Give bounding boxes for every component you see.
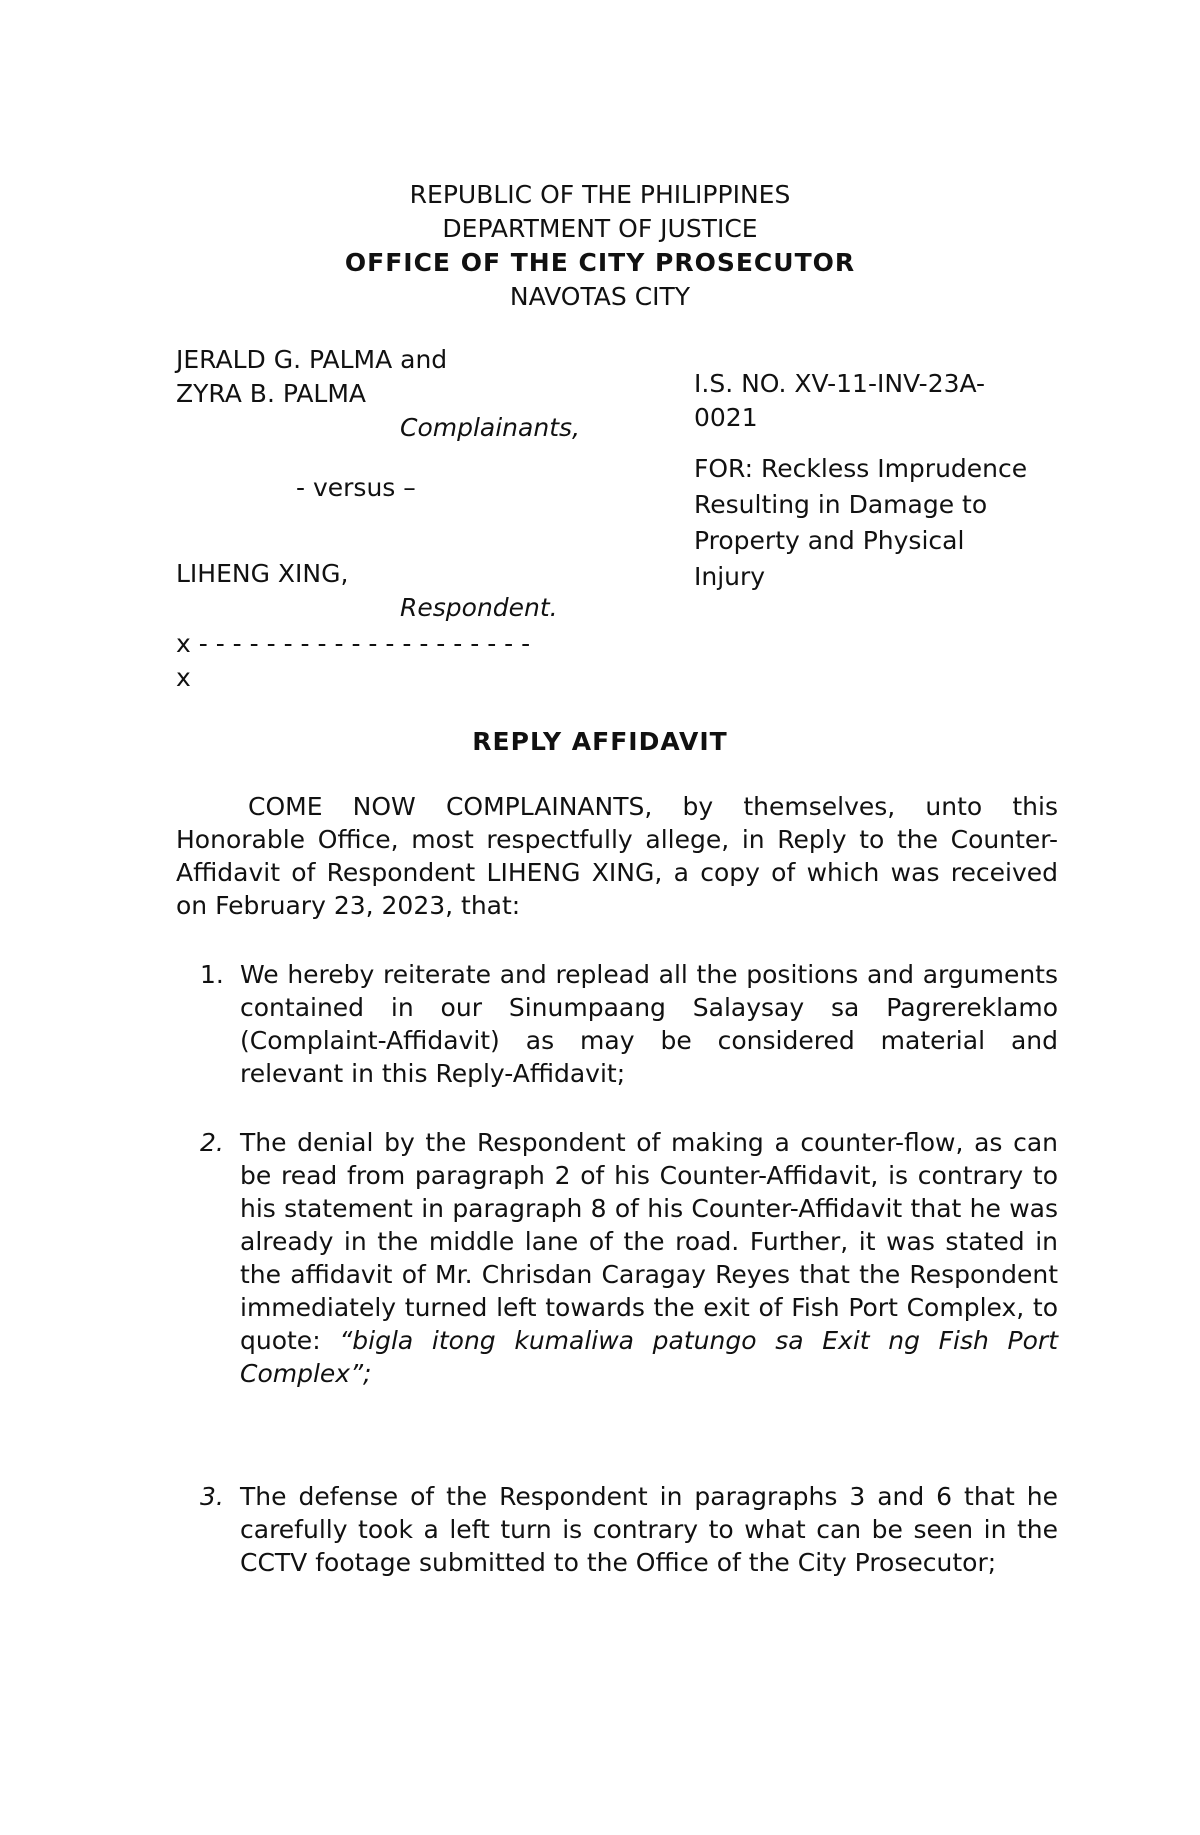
list-item: [200, 1126, 1059, 1390]
intro-paragraph: COME NOW COMPLAINANTS, by themselves, unto this Honorable Office, most respectfully allege, in Reply to the Counter-Affidavit of Respondent LIHENG XING, a copy of which was received on February 23, 2023, that:: [176, 792, 1058, 920]
case-charge-line4: Injury: [694, 562, 766, 591]
case-charge-line2: Resulting in Damage to: [694, 490, 988, 519]
list-item: [200, 1480, 1058, 1579]
case-details: [694, 367, 1074, 595]
document-header: [0, 178, 1200, 314]
item-number: 3.: [200, 1482, 224, 1511]
complainants-label: Complainants,: [400, 413, 580, 442]
complainant-name-line1: JERALD G. PALMA and: [176, 345, 448, 374]
item-text: The defense of the Respondent in paragraphs 3 and 6 that he carefully took a left turn is contrary to what can be seen in the CCTV footage submitted to the Office of the City Prosecutor;: [240, 1482, 1058, 1577]
header-city: NAVOTAS CITY: [509, 282, 691, 311]
header-republic: REPUBLIC OF THE PHILIPPINES: [409, 180, 791, 209]
item-quote: “bigla itong kumaliwa patungo sa Exit ng Fish Port Complex”;: [240, 1326, 1059, 1388]
item-text: The denial by the Respondent of making a counter-flow, as can be read from paragraph 2 of his Counter-Affidavit, is contrary to his statement in paragraph 8 of his Counter-Affidavit that he was already in the middle lane of the road. Further, it was stated in the affidavit of Mr. Chrisdan Caragay Reyes that the Respondent immediately turned left towards the exit of Fish Port Complex, to quote:: [240, 1128, 1058, 1355]
item-text: We hereby reiterate and replead all the positions and arguments contained in our Sinumpaang Salaysay sa Pagrereklamo (Complaint-Affidavit) as may be considered material and relevant in this Reply-Affidavit;: [240, 960, 1058, 1088]
respondent-label: Respondent.: [400, 593, 558, 622]
item-text-container: [240, 1126, 1058, 1390]
case-number-line2: 0021: [694, 403, 758, 432]
item-number: 1.: [200, 960, 224, 989]
case-number-line1: I.S. NO. XV-11-INV-23A-: [694, 369, 986, 398]
document-title: REPLY AFFIDAVIT: [472, 727, 728, 756]
case-charge-line1: FOR: Reckless Imprudence: [694, 454, 1028, 483]
list-item: [200, 958, 1058, 1090]
item-number: 2.: [200, 1128, 224, 1157]
case-charge-line3: Property and Physical: [694, 526, 965, 555]
respondent-name: LIHENG XING,: [176, 559, 349, 588]
caption-divider-end: x: [176, 663, 191, 692]
caption-divider: x - - - - - - - - - - - - - - - - - - - -: [176, 629, 531, 658]
header-office: OFFICE OF THE CITY PROSECUTOR: [344, 248, 856, 277]
versus-label: - versus –: [296, 473, 416, 502]
header-department: DEPARTMENT OF JUSTICE: [442, 214, 758, 243]
complainant-name-line2: ZYRA B. PALMA: [176, 379, 367, 408]
